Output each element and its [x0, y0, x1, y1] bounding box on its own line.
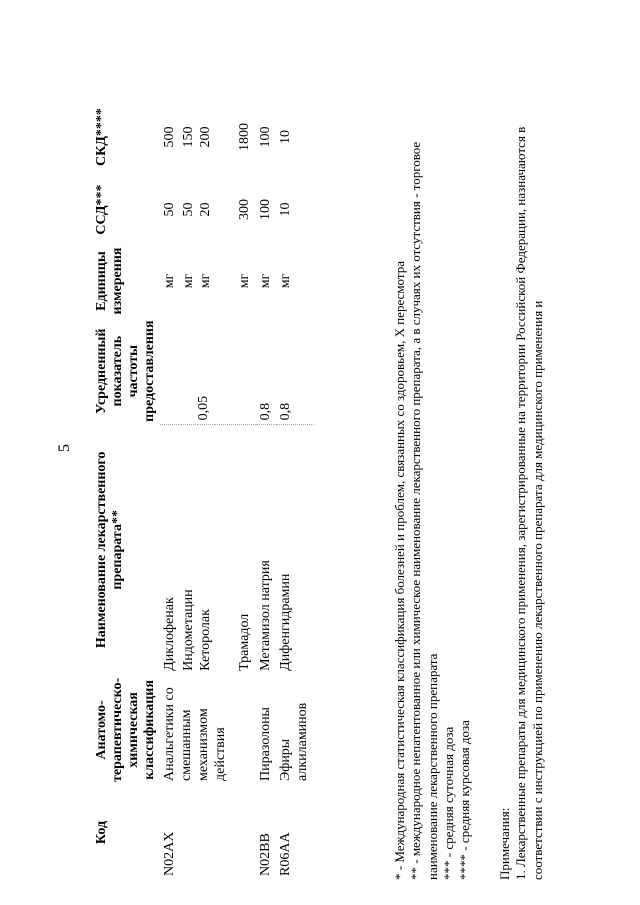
header-skd: СКД****	[94, 108, 109, 166]
cell-drug: Дифенгидрамин	[278, 573, 294, 671]
cell-skd: 200	[197, 126, 213, 148]
cell-unit: мг	[236, 273, 252, 289]
cell-atc: Пиразолоны	[257, 707, 273, 781]
cell-skd: 10	[278, 130, 294, 145]
footnote: **** - средняя курсовая доза	[457, 720, 472, 880]
cell-ssd: 50	[181, 202, 197, 217]
table-row	[160, 100, 181, 880]
table-header	[92, 100, 160, 880]
cell-code: N02AX	[162, 831, 178, 876]
cell-ssd: 300	[236, 199, 252, 221]
notes-title: Примечания:	[497, 807, 512, 880]
cell-skd: 150	[181, 126, 197, 148]
footnote: ** - международное непатентованное или химическое наименование лекарственного препарата, а в случаях их отсутствия - торговое наименование лекарственного препарата	[408, 141, 440, 880]
cell-unit: мг	[257, 273, 273, 289]
cell-ssd: 50	[162, 202, 178, 217]
cell-code: R06AA	[278, 832, 294, 876]
footnote: * - Международная статистическая классификация болезней и проблем, связанных со здоровьем, X пересмотра	[392, 261, 407, 880]
cell-code: N02BB	[257, 833, 273, 876]
cell-unit: мг	[197, 273, 213, 289]
header-unit: Единицы измерения	[94, 247, 126, 315]
header-drug: Наименование лекарственного препарата**	[94, 451, 126, 649]
page-number: 5	[56, 444, 73, 452]
table-row	[276, 100, 314, 880]
footnote: *** - средняя суточная доза	[440, 726, 456, 880]
cell-unit: мг	[162, 273, 178, 289]
cell-ssd: 100	[257, 199, 273, 221]
cell-drug: Диклофенак	[162, 597, 178, 671]
cell-atc: Эфиры алкиламинов	[278, 702, 311, 781]
cell-skd: 1800	[236, 123, 252, 152]
header-ssd: ССД***	[94, 184, 109, 235]
cell-skd: 500	[162, 126, 178, 148]
footnotes	[392, 70, 473, 880]
header-atc: Анатомо-терапевтическо-химическая классификация	[94, 677, 158, 782]
notes-section	[497, 70, 546, 880]
table-row	[256, 100, 277, 880]
cell-unit: мг	[278, 273, 294, 289]
cell-atc: Анальгетики со смешанным механизмом действия	[162, 687, 228, 781]
cell-freq: 0,05	[160, 317, 214, 424]
cell-drug: Кеторолак	[197, 609, 213, 671]
cell-drug: Индометацин	[181, 589, 197, 671]
cell-freq: 0,8	[276, 317, 314, 424]
cell-drug: Метамизол натрия	[257, 560, 273, 671]
header-freq: Усредненный показатель частоты предоставления	[94, 320, 158, 422]
rotated-content	[92, 70, 562, 880]
cell-ssd: 10	[278, 202, 294, 217]
cell-freq: 0,8	[256, 317, 277, 424]
note-item: 1. Лекарственные препараты для медицинского применения, зарегистрированные на территории Российской Федерации, назначаются в соответствии с инструкцией по применению лекарственного препарата для медицинского применения и	[513, 126, 545, 880]
drug-table	[92, 100, 314, 880]
cell-unit: мг	[181, 273, 197, 289]
cell-drug: Трамадол	[236, 613, 252, 671]
cell-skd: 100	[257, 126, 273, 148]
header-code: Код	[94, 820, 109, 845]
cell-ssd: 20	[197, 202, 213, 217]
